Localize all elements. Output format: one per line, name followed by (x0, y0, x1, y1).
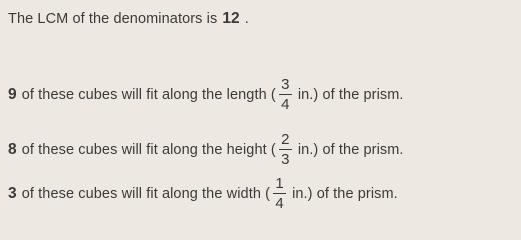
lcm-value: 12 (222, 10, 240, 27)
lcm-suffix: . (244, 11, 249, 27)
fraction-bar (279, 94, 292, 95)
height-numerator: 2 (281, 131, 290, 148)
width-count: 3 (8, 184, 17, 202)
width-numerator: 1 (275, 175, 284, 192)
width-denominator: 4 (275, 195, 284, 213)
length-count: 9 (8, 85, 17, 103)
height-statement (8, 132, 404, 167)
length-statement (8, 77, 404, 112)
width-fraction (273, 176, 286, 211)
height-text-before: of these cubes will fit along the height ( (21, 141, 276, 158)
lcm-prefix: The LCM of the denominators is (8, 11, 218, 27)
width-text-before: of these cubes will fit along the width ( (21, 185, 271, 202)
length-denominator: 4 (281, 96, 290, 114)
height-count: 8 (8, 140, 17, 158)
height-text-after: in.) of the prism. (297, 141, 404, 158)
height-fraction (279, 132, 292, 167)
fraction-bar (279, 149, 292, 150)
length-text-before: of these cubes will fit along the length ( (21, 86, 276, 103)
length-text-after: in.) of the prism. (297, 86, 404, 103)
fraction-bar (273, 193, 286, 194)
lcm-statement (8, 10, 249, 28)
length-numerator: 3 (281, 76, 290, 93)
width-statement (8, 176, 398, 211)
length-fraction (279, 77, 292, 112)
height-denominator: 3 (281, 151, 290, 169)
width-text-after: in.) of the prism. (292, 185, 398, 202)
